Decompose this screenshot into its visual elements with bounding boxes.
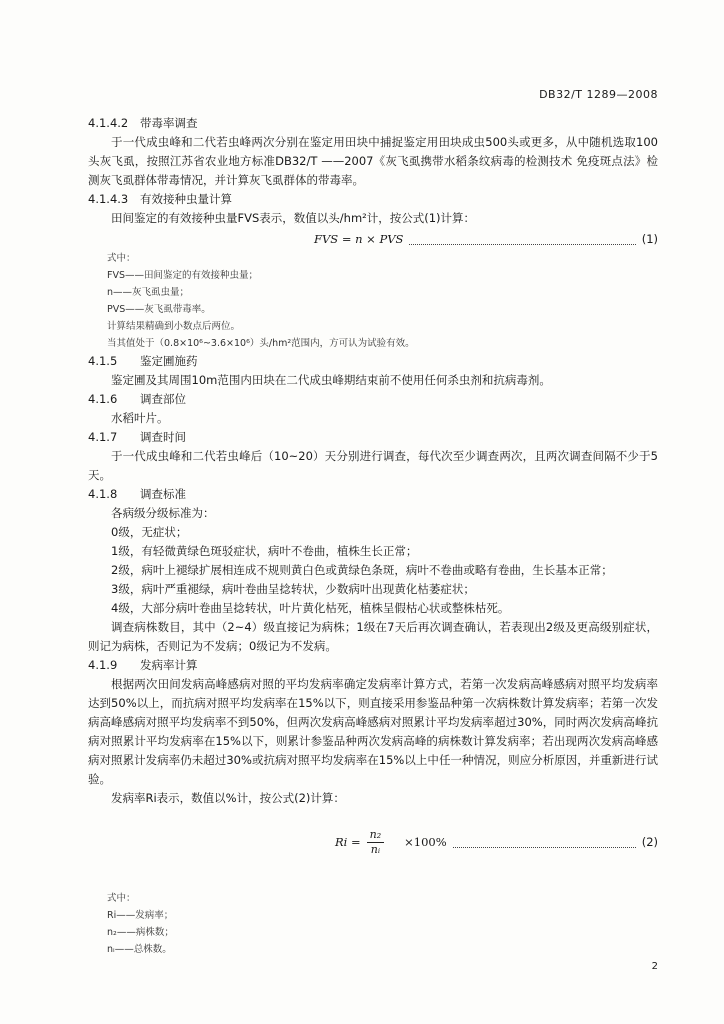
definition: FVS——田间鉴定的有效接种虫量； xyxy=(107,270,258,281)
section-heading-418 xyxy=(88,485,658,504)
formula-lhs: Ri = xyxy=(335,834,361,849)
leader-dots xyxy=(409,234,635,245)
section-number: 4.1.7 xyxy=(88,430,118,444)
section-heading-4143 xyxy=(88,190,658,209)
formula-number: (2) xyxy=(641,834,658,849)
paragraph: 于一代成虫峰和二代若虫峰两次分别在鉴定用田块中捕捉鉴定用田块成虫500头或更多，从中随机选取100头灰飞虱，按照江苏省农业地方标准DB32/T ——2007《灰飞虱携带水稻条纹病毒的检测技术 免疫斑点法》检测灰飞虱群体带毒情况，并计算灰飞虱群体的带毒率。 xyxy=(88,135,658,187)
section-heading-419 xyxy=(88,656,658,675)
section-heading-415 xyxy=(88,352,658,371)
section-title: 有效接种虫量计算 xyxy=(140,192,232,206)
condition-note: 当其值处于（0.8×10⁶~3.6×10⁶）头/hm²范围内，方可认为试验有效。 xyxy=(107,338,415,349)
section-number: 4.1.9 xyxy=(88,658,118,672)
paragraph: 根据两次田间发病高峰感病对照的平均发病率确定发病率计算方式，若第一次发病高峰感病对照平均发病率达到50%以上，而抗病对照平均发病率在15%以下，则直接采用参鉴品种第一次病株数计算发病率；若第一次发病高峰感病对照平均发病率不到50%，但两次发病高峰感病对照累计平均发病率超过30%，同时两次发病高峰抗病对照累计平均发病率在15%以下，则累计参鉴品种两次发病高峰的病株数计算发病率；若出现两次发病高峰感病对照累计发病率仍未超过30%或抗病对照平均发病率在15%以上中任一种情况，则应分析原因，并重新进行试验。 xyxy=(88,677,658,786)
document-code: DB32/T 1289—2008 xyxy=(539,88,658,101)
section-number: 4.1.8 xyxy=(88,487,118,501)
grade-item: 4级，大部分病叶卷曲呈捻转状，叶片黄化枯死，植株呈假枯心状或整株枯死。 xyxy=(111,601,510,615)
section-title: 调查部位 xyxy=(140,392,186,406)
section-title: 发病率计算 xyxy=(140,658,198,672)
formula-expression: FVS = n × PVS xyxy=(314,231,404,246)
section-title: 调查标准 xyxy=(140,487,186,501)
section-number: 4.1.4.2 xyxy=(88,116,129,130)
definition: n₂——病株数； xyxy=(107,927,174,938)
definition: n——灰飞虱虫量； xyxy=(107,287,190,298)
formula-tail: ×100% xyxy=(404,834,447,849)
paragraph: 调查病株数目，其中（2~4）级直接记为病株；1级在7天后再次调查确认，若表现出2级及更高级别症状，则记为病株，否则记为不发病；0级记为不发病。 xyxy=(88,620,658,653)
rounding-note: 计算结果精确到小数点后两位。 xyxy=(107,321,241,332)
section-number: 4.1.5 xyxy=(88,354,118,368)
where-label: 式中： xyxy=(107,893,136,904)
grade-item: 3级，病叶严重褪绿，病叶卷曲呈捻转状，少数病叶出现黄化枯萎症状； xyxy=(111,582,475,596)
definition: nᵢ——总株数。 xyxy=(107,944,172,955)
document-body xyxy=(88,114,658,958)
grade-item: 1级，有轻微黄绿色斑驳症状，病叶不卷曲，植株生长正常； xyxy=(111,544,418,558)
where-label: 式中： xyxy=(107,253,136,264)
definition: Ri——发病率； xyxy=(107,910,174,921)
section-title: 鉴定圃施药 xyxy=(140,354,198,368)
section-heading-417 xyxy=(88,428,658,447)
paragraph: 水稻叶片。 xyxy=(111,411,169,425)
section-title: 带毒率调查 xyxy=(140,116,198,130)
section-title: 调查时间 xyxy=(140,430,186,444)
formula-1 xyxy=(88,228,658,250)
numerator: n₂ xyxy=(367,828,385,843)
formula-number: (1) xyxy=(641,231,658,246)
paragraph: 于一代成虫峰和二代若虫峰后（10~20）天分别进行调查，每代次至少调查两次，且两次调查间隔不少于5天。 xyxy=(88,449,658,482)
paragraph: 发病率Ri表示，数值以%计，按公式(2)计算： xyxy=(111,791,345,805)
denominator: nᵢ xyxy=(370,842,381,856)
grade-item: 2级，病叶上褪绿扩展相连成不规则黄白色或黄绿色条斑，病叶不卷曲或略有卷曲，生长基本正常； xyxy=(111,563,613,577)
section-heading-416 xyxy=(88,390,658,409)
section-number: 4.1.4.3 xyxy=(88,192,129,206)
section-heading-4142 xyxy=(88,114,658,133)
paragraph: 鉴定圃及其周围10m范围内田块在二代成虫峰期结束前不使用任何杀虫剂和抗病毒剂。 xyxy=(111,373,551,387)
definition: PVS——灰飞虱带毒率。 xyxy=(107,304,211,315)
page-number: 2 xyxy=(651,961,658,972)
section-number: 4.1.6 xyxy=(88,392,118,406)
fraction xyxy=(367,828,385,857)
grade-item: 0级，无症状； xyxy=(111,525,188,539)
grade-intro: 各病级分级标准为： xyxy=(111,506,215,520)
leader-dots xyxy=(453,837,636,848)
formula-2 xyxy=(88,822,658,862)
paragraph: 田间鉴定的有效接种虫量FVS表示，数值以头/hm²计，按公式(1)计算： xyxy=(111,211,476,225)
